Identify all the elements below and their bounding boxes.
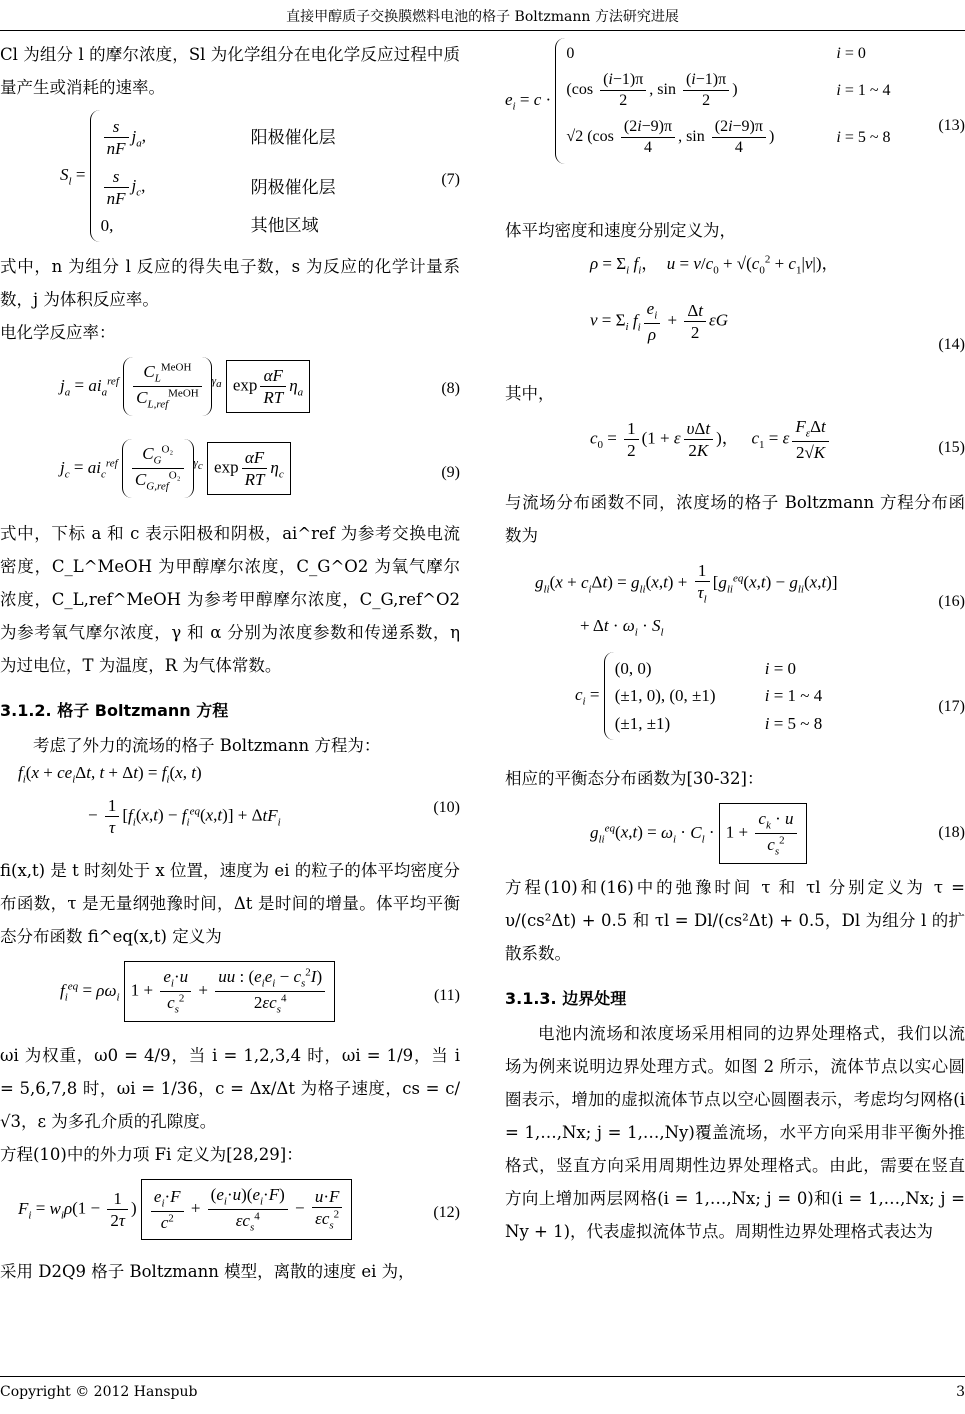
equation-18: $g_{li}^{eq}(x,t) = \omega_i \cdot C_l \cdot 1$ + $\frac{c_k \cdot u}{c_s^2}$ (18) bbox=[505, 795, 965, 871]
cases-block: (0, 0) i = 0 (±1, 0), (0, ±1) i = 1 ~ 4 (±1, ±1) i = 5 ~ 8 bbox=[604, 652, 823, 740]
equation-number: (14) bbox=[938, 335, 965, 353]
paragraph: 考虑了外力的流场的格子 Boltzmann 方程为： bbox=[33, 736, 381, 755]
equation-number: (16) bbox=[938, 593, 965, 610]
paragraph: 相应的平衡态分布函数为[30-32]： bbox=[505, 769, 764, 788]
equation-12: $F_i = w_i\rho(1$ − $\frac{1}{2\tau}$ ) $\frac{e_i\cdot F}{c^2}$ + $\frac{(e_i\cdot u)(e_i\cdot F)}{\varepsilon c_s^4}$ − $\frac{u\cdot F}{\varepsilon c_s^2}$ (12) bbox=[0, 1171, 460, 1255]
paragraph: 采用 D2Q9 格子 Boltzmann 模型，离散的速度 ei 为， bbox=[0, 1262, 415, 1281]
running-header: 直接甲醇质子交换膜燃料电池的格子 Boltzmann 方法研究进展 bbox=[286, 9, 679, 25]
equation-number: (8) bbox=[441, 380, 460, 397]
paragraph: 式中，下标 a 和 c 表示阳极和阴极，ai^ref 为参考交换电流密度，C_L^MeOH 为甲醇摩尔浓度，C_G^O2 为氧气摩尔浓度，C_L,ref^MeOH 为参考甲醇摩尔浓度，C_G,ref^O2 为参考氧气摩尔浓度，γ 和 α 分别为浓度参数和传递系数，η 为过电位，T 为温度，R 为气体常数。 bbox=[0, 524, 460, 675]
paragraph: 方程(10)中的外力项 Fi 定义为[28,29]： bbox=[0, 1145, 303, 1164]
paragraph: Cl 为组分 l 的摩尔浓度，Sl 为化学组分在电化学反应过程中质量产生或消耗的速率。 bbox=[0, 45, 460, 97]
paragraph: 电化学反应率： bbox=[0, 323, 116, 342]
case-condition: 其他区域 bbox=[250, 216, 319, 235]
equation-number: (18) bbox=[938, 824, 965, 841]
section-heading: 3.1.3. 边界处理 bbox=[505, 989, 627, 1008]
right-column bbox=[505, 38, 965, 1248]
equation-number: (10) bbox=[433, 799, 460, 816]
equation-11: $f_i^{eq} = \rho\omega_i$ 1 + $\frac{e_i\cdot u}{c_s^2}$ + $\frac{uu : (e_ie_i - c_s^2I)}{2\varepsilon c_s^4}$ (11) bbox=[0, 953, 460, 1039]
equation-number: (11) bbox=[433, 987, 460, 1004]
equation-number: (12) bbox=[433, 1204, 460, 1221]
equation-17: $c_i$ = (0, 0) i = 0 (±1, 0), (0, ±1) i = 1 ~ 4 (±1, ±1) i = 5 ~ 8 (17) bbox=[505, 652, 965, 762]
paragraph: ωi 为权重，ω0 = 4/9，当 i = 1,2,3,4 时，ωi = 1/9，当 i = 5,6,7,8 时，ωi = 1/36，c = Δx/Δt 为格子速度，cs = c/√3，ε 为多孔介质的孔隙度。 bbox=[0, 1046, 460, 1131]
paragraph: 电池内流场和浓度场采用相同的边界处理格式，我们以流场为例来说明边界处理方式。如图 2 所示，流体节点以实心圆圈表示，增加的虚拟流体节点以空心圆圈表示，考虑均匀网格(i = 1,…,Nx; j = 1,…,Ny)覆盖流场，水平方向采用非平衡外推格式，竖直方向采用周期性边界处理格式。由此，需要在竖直方向上增加两层网格(i = 1,…,Nx; j = 0)和(i = 1,…,Nx; j = Ny + 1)，代表虚拟流体节点。周期性边界处理格式表达为 bbox=[505, 1024, 965, 1241]
footer-rule bbox=[0, 1376, 965, 1377]
section-heading: 3.1.2. 格子 Boltzmann 方程 bbox=[0, 701, 229, 720]
equation-15: $c_0$ = $\frac{1}{2}$ (1 + ε $\frac{\text{υΔt}}{2K}$ )， $c_1 = \varepsilon$ $\frac{F_\varepsilon\Delta t}{2√K}$ (15) bbox=[590, 417, 965, 463]
cases-block: 0 i = 0 (cos $\frac{(i-1)\pi}{2}$ , sin $\frac{(i-1)\pi}{2}$ ) i = 1 ~ 4 √2 (cos $\frac{(2i-9)\pi}{4}$ , sin $\frac{(2i-9)\pi}{4}$ ) i = 5 ~ 8 bbox=[555, 38, 890, 164]
equation-9: $j_c = ai_c^{ref}$ $\frac{C_G^{O_2}}{C_{G,ref}^{O_2}}$ $^{\gamma_c}$ exp $\frac{\alpha F}{RT}$ $\eta_c$ (9) bbox=[0, 429, 460, 517]
cases-block: $\frac{s}{nF}$ $j_a$, 阳极催化层 $\frac{s}{nF}$ $j_c$, 阴极催化层 0, 其他区域 bbox=[90, 110, 336, 242]
paragraph: fi(x,t) 是 t 时刻处于 x 位置，速度为 ei 的粒子的体平均密度分布函数，τ 是无量纲弛豫时间，Δt 是时间的增量。体平均平衡态分布函数 fi^eq(x,t) 定义为 bbox=[0, 861, 460, 946]
equation-7: $S_l$ = $\frac{s}{nF}$ $j_a$, 阳极催化层 $\frac{s}{nF}$ $j_c$, 阴极催化层 0, 其他区域 (7) bbox=[0, 110, 460, 250]
equation-14: $\rho = \Sigma_i$ $f_i$， $u = v/c_0 + √(c_0^2 + c_1|v|)$， $v = \Sigma_i$ $f_i$ $\frac{e_i}{\rho}$ + $\frac{\Delta t}{2}$ εG (14) bbox=[590, 253, 965, 353]
equation-number: (17) bbox=[938, 698, 965, 715]
equation-number: (15) bbox=[938, 439, 965, 456]
equation-10: $f_i(x + ce_i\Delta t$, $t + \Delta t) = f_i(x$, t) − $\frac{1}{\tau}$ $[f_i(x,t) - f_i^{eq}(x,t)] + \Delta tF_i$ (10) bbox=[18, 763, 460, 838]
header-rule bbox=[0, 30, 965, 31]
copyright: Copyright © 2012 Hanspub bbox=[0, 1384, 198, 1400]
paragraph: 方程(10)和(16)中的弛豫时间 τ 和 τl 分别定义为 τ = υ/(cs²Δt) + 0.5 和 τl = Dl/(cs²Δt) + 0.5，Dl 为组分 l 的扩散系数。 bbox=[505, 878, 965, 963]
equation-number: (9) bbox=[441, 464, 460, 481]
equation-number: (13) bbox=[938, 117, 965, 134]
paragraph: 其中， bbox=[505, 384, 555, 403]
equation-13: $e_i = c$ · 0 i = 0 (cos $\frac{(i-1)\pi}{2}$ , sin $\frac{(i-1)\pi}{2}$ ) i = 1 ~ 4 √2 (cos $\frac{(2i-9)\pi}{4}$ , sin $\frac{(2i-9)\pi}{4}$ ) i = 5 ~ 8 (13) bbox=[505, 38, 965, 214]
case-expression: 0, bbox=[100, 216, 114, 235]
paragraph: 与流场分布函数不同，浓度场的格子 Boltzmann 方程分布函数为 bbox=[505, 493, 965, 545]
paragraph: 体平均密度和速度分别定义为， bbox=[505, 221, 736, 240]
page-number: 3 bbox=[956, 1384, 965, 1400]
case-condition: 阳极催化层 bbox=[250, 128, 336, 148]
equation-8: $j_a = ai_a^{ref}$ $\frac{C_L^{MeOH}}{C_{L,ref}^{MeOH}}$ $^{\gamma_a}$ exp $\frac{\alpha F}{RT}$ $\eta_a$ (8) bbox=[0, 349, 460, 429]
paragraph: 式中，n 为组分 l 反应的得失电子数，s 为反应的化学计量系数，j 为体积反应率。 bbox=[0, 257, 460, 309]
left-column bbox=[0, 38, 460, 1288]
equation-number: (7) bbox=[441, 171, 460, 188]
case-condition: 阴极催化层 bbox=[250, 177, 336, 197]
equation-16: $g_{li}(x + c_i\Delta t) = g_{li}(x,t)$ + $\frac{1}{\tau_l}$ $[g_{li}^{eq}(x,t) - g_{li}(x,t)]$ + $\Delta t \cdot \omega_i \cdot S_l$ (16) bbox=[535, 561, 965, 639]
